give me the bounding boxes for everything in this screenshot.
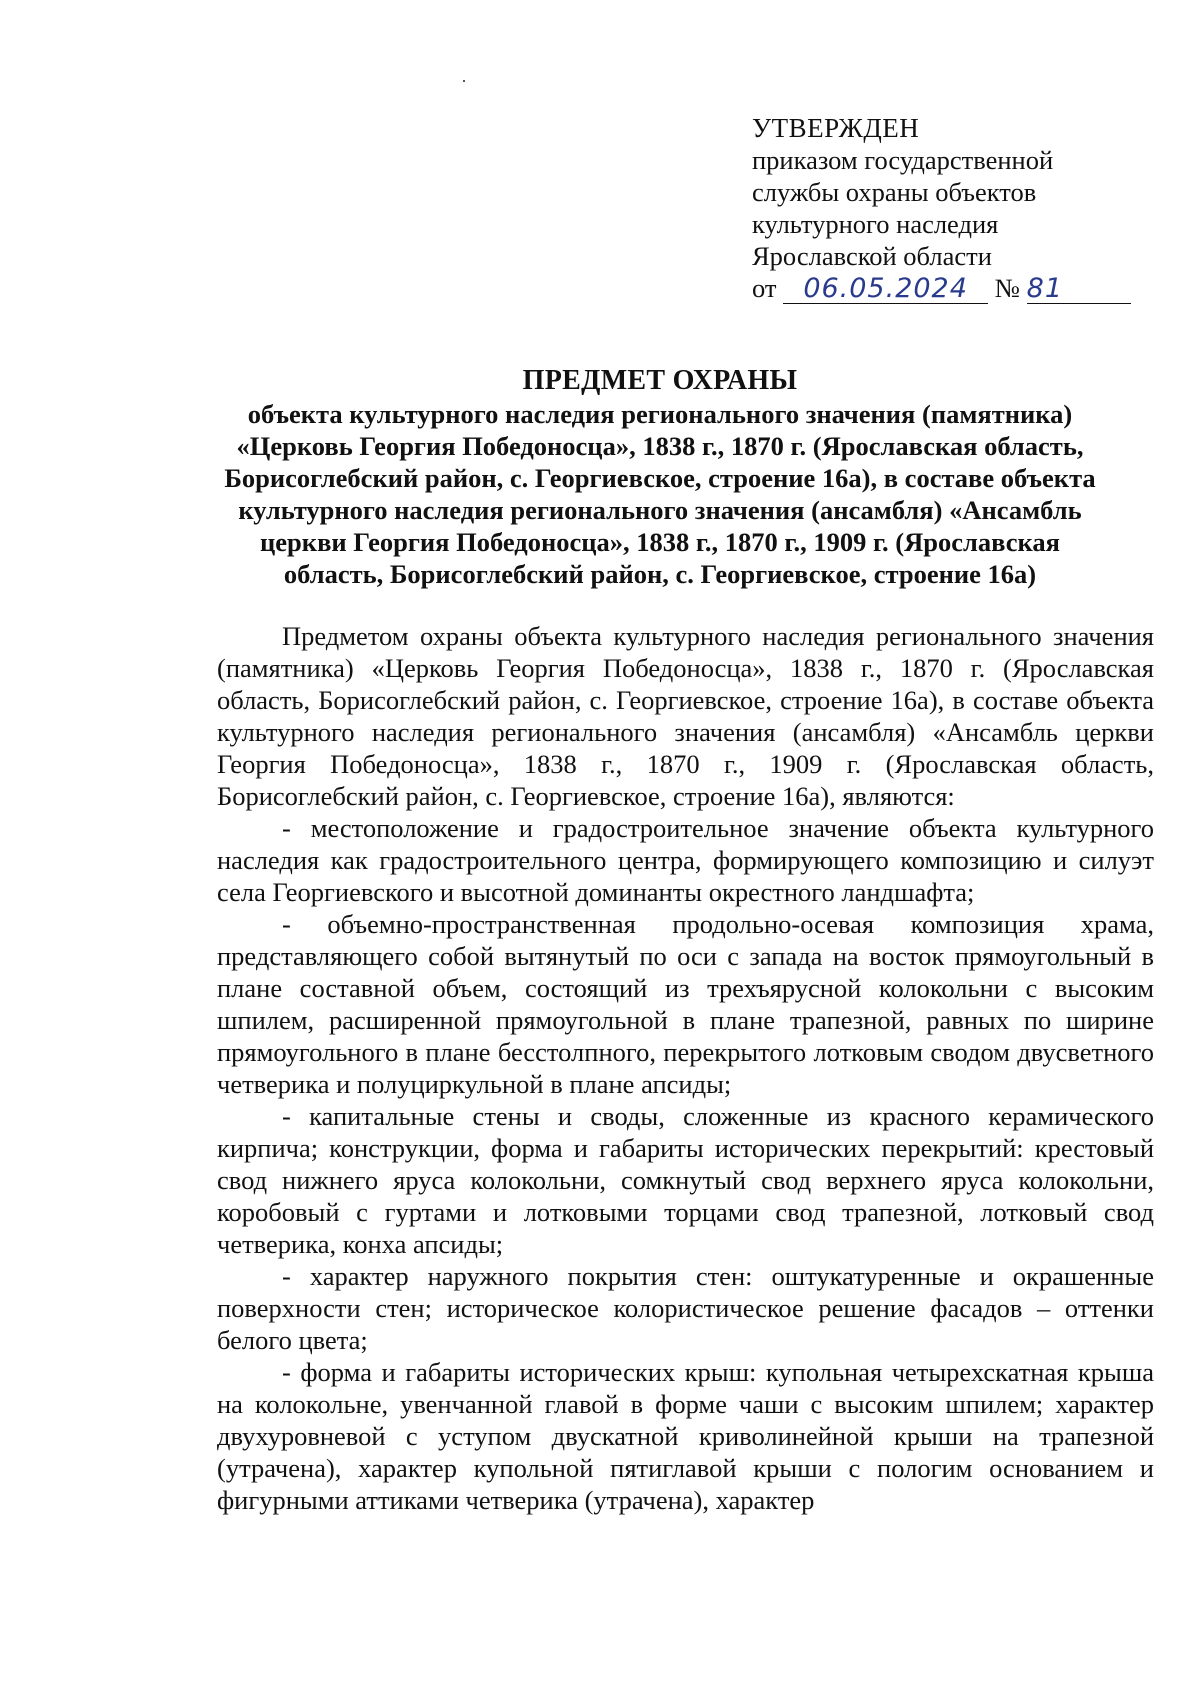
list-item: - местоположение и градостроительное значение объекта культурного наследия как градостроительного центра, формирующего композицию и силуэт села Георгиевского и высотной доминанты окрестного ландшафта; <box>217 813 1154 907</box>
document-body <box>217 620 1154 1516</box>
approval-line-1: приказом государственной <box>752 145 1054 175</box>
subtitle-line: объекта культурного наследия регионального значения (памятника) <box>247 399 1073 429</box>
list-item: - форма и габариты исторических крыш: купольная четырехскатная крыша на колокольне, увенчанной главой в форме чаши с высоким шпилем; характер двухуровневой с уступом двускатной криволинейной крыши на трапезной (утрачена), характер купольной пятиглавой крыши с пологим основанием и фигурными аттиками четверика (утрачена), характер <box>217 1357 1154 1515</box>
handwritten-date: 06.05.2024 <box>783 275 988 304</box>
subtitle-line: культурного наследия регионального значения (ансамбля) «Ансамбль <box>238 495 1082 525</box>
subtitle-line: область, Борисоглебский район, с. Георгиевское, строение 16а) <box>283 559 1037 589</box>
approval-line-3: культурного наследия <box>752 209 999 239</box>
subtitle-line: церкви Георгия Победоносца», 1838 г., 1870 г., 1909 г. (Ярославская <box>260 527 1060 557</box>
subtitle-line: Борисоглебский район, с. Георгиевское, строение 16а), в составе объекта <box>224 463 1096 493</box>
date-prefix: от <box>752 273 777 303</box>
handwritten-number: 81 <box>1027 275 1131 304</box>
document-header <box>160 364 1160 590</box>
list-item: - характер наружного покрытия стен: оштукатуренные и окрашенные поверхности стен; историческое колористическое решение фасадов – оттенки белого цвета; <box>217 1261 1154 1355</box>
approval-date-line <box>752 272 1152 304</box>
approval-stamp <box>752 112 1152 304</box>
scan-speck <box>463 80 465 82</box>
number-prefix: № <box>994 273 1021 303</box>
list-item: - капитальные стены и своды, сложенные из красного керамического кирпича; конструкции, форма и габариты исторических перекрытий: крестовый свод нижнего яруса колокольни, сомкнутый свод верхнего яруса колокольни, коробовый с гуртами и лотковыми торцами свод трапезной, лотковый свод четверика, конха апсиды; <box>217 1101 1154 1259</box>
intro-paragraph: Предметом охраны объекта культурного наследия регионального значения (памятника) «Церковь Георгия Победоносца», 1838 г., 1870 г. (Ярославская область, Борисоглебский район, с. Георгиевское, строение 16а), в составе объекта культурного наследия регионального значения (ансамбля) «Ансамбль церкви Георгия Победоносца», 1838 г., 1870 г., 1909 г. (Ярославская область, Борисоглебский район, с. Георгиевское, строение 16а), являются: <box>217 621 1154 811</box>
list-item: - объемно-пространственная продольно-осевая композиция храма, представляющего собой вытянутый по оси с запада на восток прямоугольный в плане составной объем, состоящий из трехъярусной колокольни с высоким шпилем, расширенной прямоугольной в плане трапезной, равных по ширине прямоугольного в плане бесстолпного, перекрытого лотковым сводом двусветного четверика и полуциркульной в плане апсиды; <box>217 909 1154 1099</box>
approval-line-2: службы охраны объектов <box>752 177 1037 207</box>
subtitle-line: «Церковь Георгия Победоносца», 1838 г., 1870 г. (Ярославская область, <box>236 431 1084 461</box>
document-title: ПРЕДМЕТ ОХРАНЫ <box>522 365 798 396</box>
approval-title: УТВЕРЖДЕН <box>752 113 920 143</box>
approval-line-4: Ярославской области <box>752 241 992 271</box>
